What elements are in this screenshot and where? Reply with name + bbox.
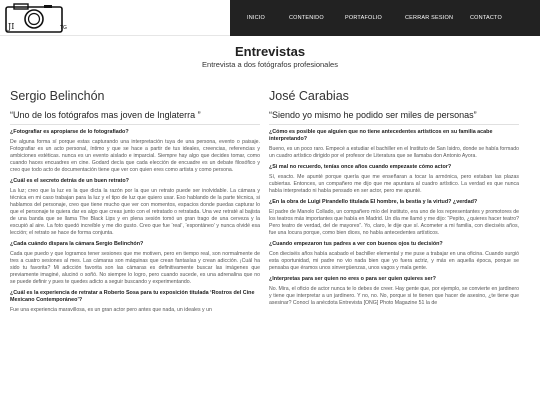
question: ¿Cuál es la experiencia de retratar a Roberto Sosa para tu exposición titulada ‘Rostros del Cine Mexicano Contemporáneo’? xyxy=(10,290,255,303)
question: ¿En la obra de Luigi Pirandello titulada El hombre, la bestia y la virtud? ¿verdad? xyxy=(269,199,478,205)
top-bar xyxy=(0,0,540,36)
nav-contacto[interactable]: CONTACTO xyxy=(470,15,502,21)
interviewee-name: José Carabias xyxy=(269,89,349,103)
page-title: Entrevistas xyxy=(234,44,306,59)
main-nav xyxy=(230,0,540,36)
nav-cerrar-sesion[interactable]: CERRAR SESION xyxy=(405,15,454,21)
question: ¿Cuando empezaron tus padres a ver con buenos ojos tu decisión? xyxy=(269,241,443,247)
answer: Bueno, es un poco raro. Empecé a estudiar el bachiller en el Instituto de San Isidro, donde se había formado un cuadro artístico dirigido por el profesor de Literatura que se llamaba don Antonio Ayora. xyxy=(269,146,519,159)
interview-quote: “Siendo yo mismo he podido ser miles de personas” xyxy=(269,110,477,120)
answer: De alguna forma sí porque estas capturando una interpretación tuya de una persona, evento o paisaje. Fotografiar es un acto personal, íntimo y que se hace a partir de tus ideales, creencias, referencias y ambiciones estéticas. nunca es un evento aislado e imparcial. Siempre hay algo que decides tomar, como cuando haces encuadres en cine. Godard decía que cada elección de encuadre es un debate filosófico y creo que todo acto de documentación tiene que ver con quien eres como artista y como persona. xyxy=(10,139,260,173)
interviewee-name: Sergio Belinchón xyxy=(10,89,105,103)
nav-inicio[interactable]: INICIO xyxy=(247,15,266,21)
divider xyxy=(10,124,260,125)
divider xyxy=(269,124,519,125)
answer: Sí, exacto. Me apunté porque quería que me enseñaran a tocar la armónica, pero estaban las plazas cubiertas. Entonces, un compañero me dijo que me apuntara al cuadro artístico. La verdad es que nunca había interpretado ni había pensado en ser actor, pero me apunté. xyxy=(269,174,519,194)
svg-text:TG: TG xyxy=(60,25,67,31)
svg-text:JI: JI xyxy=(8,22,15,31)
interview-left xyxy=(10,88,260,314)
question: ¿Cómo es posible que alguien que no tiene antecedentes artísticos en su familia acabe interpretando? xyxy=(269,129,493,142)
answer: El padre de Manolo Collado, un compañero mío del instituto, era uno de los representantes y promotores de los teatros más importantes que había en Madrid. Un día me llamó y me dijo: “Pepito, ¿quieres hacer teatro? Pero teatro de verdad, del de mayores”. Yo, claro, le dije que sí. Acometer a mi familia, con dieciséis años, fue una locura porque, como bien dices, no había antecedentes artísticos. xyxy=(269,209,519,236)
question: ¿Cuál es el secreto detrás de un buen retrato? xyxy=(10,178,129,184)
nav-contenido[interactable]: CONTENIDO xyxy=(289,15,324,21)
nav-portafolio[interactable]: PORTAFOLIO xyxy=(345,15,382,21)
question: ¿Interpretas para ser quien no eres o para ser quien quieres ser? xyxy=(269,276,436,282)
question: ¿Si mal no recuerdo, tenías once años cuando empezaste cómo actor? xyxy=(269,164,452,170)
question: ¿Cada cuándo dispara la cámara Sergio Belinchón? xyxy=(10,241,144,247)
page-subtitle: Entrevista a dos fotógrafos profesionales xyxy=(202,60,338,69)
camera-logo-icon[interactable] xyxy=(2,2,74,34)
question: ¿Fotografiar es apropiarse de lo fotografiado? xyxy=(10,129,129,135)
answer: Con dieciséis años había acabado el bachiller elemental y me puse a trabajar en una oficina. Cuando surgió esta oportunidad, mi padre no vio nada bien que yo fuera actriz, y más en aquella época, porque se pensaba que éramos unos sinvergüenzas, unos vagos y mala gente. xyxy=(269,251,519,271)
answer: Fue una experiencia maravillosa, es un gran actor pero antes que nada, un ideales y un xyxy=(10,307,212,313)
answer: La luz; creo que la luz es la que dicta la razón por la que un retrato puede ser inolvidable. La cámara y técnica en mi caso trabajan para la luz y el tipo de luz que quiero usar. Eso hablando de la parte técnica, si hablamos del personaje, creo que tiene mucho que ver con momentos, espacios donde puedas capturar lo que el personaje te quiera dar es algo que creas junto con el retratado o retratada. Una vez retraté al bajista de una banda que se llama The Black Lips y en plena sesión tomó un gran trago de una cerveza y la escupió al aire. La foto quedó increíble y me dio gusto. Creo que fue ‘real’, ‘espontáneo’ y nunca olvidé esa lección; el retrato se hace de forma conjunta. xyxy=(10,188,260,236)
interview-right xyxy=(269,88,519,307)
interview-quote: “Uno de los fotógrafos mas joven de Inglaterra ” xyxy=(10,110,201,120)
answer: No. Mira, el oficio de actor nunca te lo debes de creer. Hay gente que, por ejemplo, se convierte en jardinero y tiene que interpretar a un jardinero. Y no, no. No, porque si te tienen que hacer de asesino, ¿te tiene que asesinar? Conocí la anécdota Entrevista [ONG] Photo Magazine 51 la de xyxy=(269,286,519,306)
answer: Cada que puedo y que logramos tener sesiones que me motiven, pero en tiempo real, son normalmente de tres a cuatro sesiones al mes. Las cámaras son máquinas que crean fantasías y crean adicción. ¡Cuál ha sido tu favorita? Mi adicción favorita son las cámaras es definitivamente buscar las imágenes que previamente imaginé, alucinó o soñó. No siempre lo logro, pero cuando sucede, es una adrenalina que no se puede definir y pues te quedes adicto a seguir buscando y experimentando. xyxy=(10,251,260,285)
